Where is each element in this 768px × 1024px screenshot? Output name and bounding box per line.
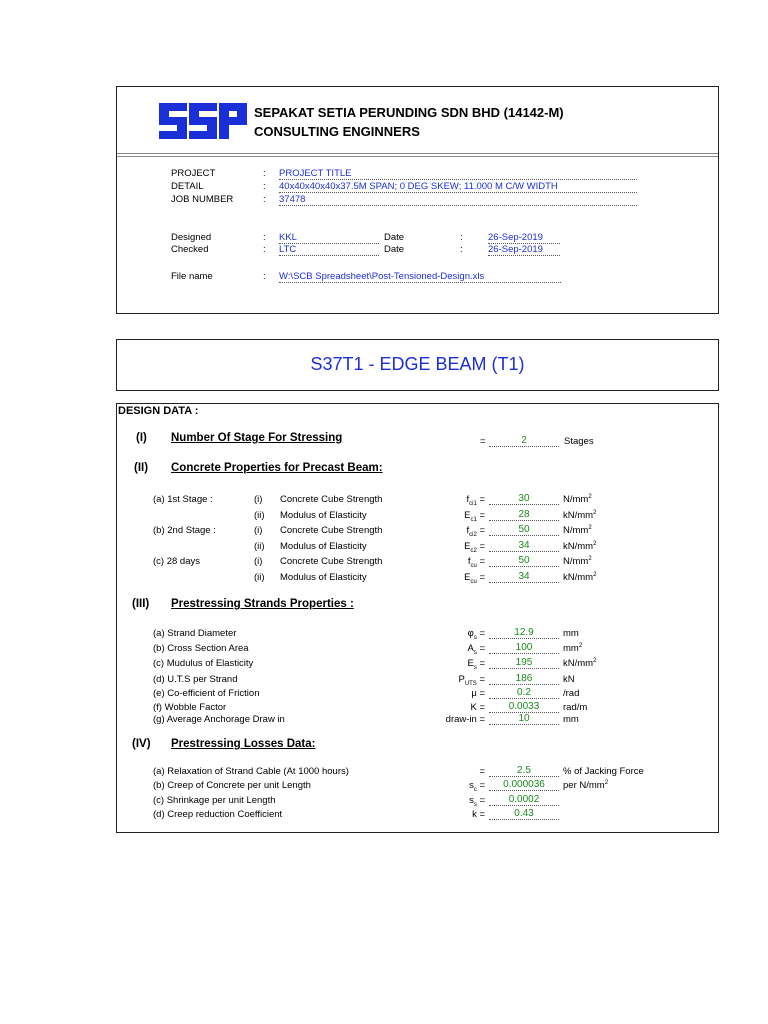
symbol-subscript: c2 <box>470 547 477 554</box>
symbol-subscript: ci2 <box>469 531 477 538</box>
symbol-main: draw-in <box>445 714 477 725</box>
row-unit <box>563 525 592 536</box>
symbol-eq: = <box>476 628 485 639</box>
row-description: (b) Cross Section Area <box>153 643 249 654</box>
company-subtitle: CONSULTING ENGINNERS <box>254 124 420 139</box>
row-value: 12.9 <box>489 627 559 639</box>
row-stage: (b) 2nd Stage : <box>153 525 216 536</box>
unit-superscript: 2 <box>588 525 592 531</box>
symbol-main: E <box>464 541 471 552</box>
designed-label: Designed <box>171 232 212 243</box>
symbol-eq: = <box>476 556 485 567</box>
symbol-subscript: s <box>473 634 477 641</box>
unit-text: kN <box>563 674 575 686</box>
row-description: (e) Co-efficient of Friction <box>153 688 260 699</box>
designed-colon: : <box>263 232 266 243</box>
row-symbol <box>469 795 485 808</box>
symbol-subscript: cu <box>470 578 477 585</box>
design-data-box <box>116 403 719 833</box>
row-unit <box>563 643 582 654</box>
symbol-main: K <box>470 702 477 713</box>
row-description: (f) Wobble Factor <box>153 702 227 713</box>
row-unit <box>563 688 579 699</box>
unit-superscript: 2 <box>578 643 583 649</box>
row-symbol <box>467 658 485 671</box>
row-value: 0.0033 <box>489 701 559 713</box>
unit-text: N/mm <box>563 494 589 506</box>
row-value: 50 <box>489 555 559 567</box>
row-value: 195 <box>489 657 559 669</box>
symbol-eq: = <box>476 572 485 583</box>
row-value: 34 <box>489 571 559 583</box>
symbol-main: E <box>464 510 471 521</box>
unit-superscript: 2 <box>593 658 597 664</box>
symbol-main: A <box>467 643 474 654</box>
detail-colon: : <box>263 181 266 192</box>
symbol-eq: = <box>479 766 485 777</box>
detail-label: DETAIL <box>171 181 204 192</box>
symbol-subscript: c1 <box>470 516 477 523</box>
date-designed-colon: : <box>460 232 463 243</box>
section-4-title: Prestressing Losses Data: <box>171 738 316 750</box>
symbol-eq: = <box>476 795 485 806</box>
row-unit <box>563 702 587 713</box>
project-value: PROJECT TITLE <box>279 168 637 180</box>
row-stage: (c) 28 days <box>153 556 200 567</box>
project-label: PROJECT <box>171 168 216 179</box>
unit-text: kN/mm <box>563 510 594 522</box>
row-description: (g) Average Anchorage Draw in <box>153 714 285 725</box>
row-symbol <box>464 572 485 585</box>
stages-value: 2 <box>489 435 559 447</box>
row-unit <box>563 556 592 567</box>
section-3-title: Prestressing Strands Properties : <box>171 598 354 610</box>
row-symbol <box>468 556 485 569</box>
unit-text: mm <box>563 714 579 726</box>
job-number-label: JOB NUMBER <box>171 194 234 205</box>
filename-label: File name <box>171 271 213 282</box>
company-name: SEPAKAT SETIA PERUNDING SDN BHD (14142-M) <box>254 105 564 120</box>
row-value: 28 <box>489 509 559 521</box>
row-symbol <box>468 628 485 641</box>
job-number-colon: : <box>263 194 266 205</box>
unit-superscript: 2 <box>593 510 597 516</box>
symbol-eq: = <box>476 643 485 654</box>
row-unit <box>563 494 592 505</box>
date-designed-value: 26-Sep-2019 <box>488 232 560 244</box>
row-description: (a) Strand Diameter <box>153 628 237 639</box>
row-unit <box>563 658 596 669</box>
row-symbol <box>464 541 485 554</box>
symbol-main: s <box>469 780 474 791</box>
row-unit <box>563 628 579 639</box>
row-value: 186 <box>489 673 559 685</box>
row-description: (a) Relaxation of Strand Cable (At 1000 hours) <box>153 766 349 777</box>
row-symbol <box>464 510 485 523</box>
symbol-eq: = <box>476 510 485 521</box>
row-sub-index: (i) <box>254 494 263 505</box>
row-sub-index: (i) <box>254 525 263 536</box>
row-symbol <box>470 702 485 715</box>
row-value: 0.0002 <box>489 794 559 806</box>
detail-value: 40x40x40x40x37.5M SPAN; 0 DEG SKEW; 11.000 M C/W WIDTH <box>279 181 637 193</box>
row-symbol <box>467 643 485 656</box>
row-symbol <box>467 525 486 538</box>
row-unit <box>563 541 596 552</box>
row-unit <box>563 674 575 685</box>
row-value: 10 <box>489 713 559 725</box>
symbol-main: P <box>458 674 465 685</box>
symbol-subscript: UTS <box>464 680 477 687</box>
row-description: Concrete Cube Strength <box>280 494 383 505</box>
row-unit <box>563 510 596 521</box>
row-description: (d) Creep reduction Coefficient <box>153 809 283 820</box>
job-number-value: 37478 <box>279 194 637 206</box>
row-description: (d) U.T.S per Strand <box>153 674 238 685</box>
section-2-title: Concrete Properties for Precast Beam: <box>171 462 383 474</box>
symbol-main: φ <box>467 628 474 639</box>
unit-superscript: 2 <box>593 541 597 547</box>
row-value: 34 <box>489 540 559 552</box>
symbol-eq: = <box>476 688 485 699</box>
unit-text: mm <box>563 628 579 640</box>
symbol-subscript: s <box>473 801 477 808</box>
row-unit <box>563 766 644 777</box>
symbol-main: E <box>464 572 471 583</box>
symbol-subscript: c <box>473 786 477 793</box>
symbol-eq: = <box>476 702 485 713</box>
row-value: 0.000036 <box>489 779 559 791</box>
row-description: Modulus of Elasticity <box>280 541 367 552</box>
row-sub-index: (ii) <box>254 572 265 583</box>
row-description: Concrete Cube Strength <box>280 525 383 536</box>
filename-value: W:\SCB Spreadsheet\Post-Tensioned-Design.xls <box>279 271 561 283</box>
symbol-main: f <box>467 556 471 567</box>
symbol-subscript: ci1 <box>469 500 477 507</box>
symbol-main: E <box>467 658 474 669</box>
row-value: 0.2 <box>489 687 559 699</box>
row-symbol <box>467 494 486 507</box>
symbol-eq: = <box>476 541 485 552</box>
company-logo-icon <box>155 101 251 143</box>
section-4-number: (IV) <box>132 738 151 750</box>
designed-value: KKL <box>279 232 379 244</box>
stages-unit: Stages <box>564 436 594 447</box>
section-3-number: (III) <box>132 598 150 610</box>
row-description: (c) Shrinkage per unit Length <box>153 795 276 806</box>
row-value: 100 <box>489 642 559 654</box>
unit-superscript: 2 <box>588 556 592 562</box>
page-title: S37T1 - EDGE BEAM (T1) <box>310 354 525 374</box>
row-description: (b) Creep of Concrete per unit Length <box>153 780 311 791</box>
row-description: Modulus of Elasticity <box>280 510 367 521</box>
row-symbol <box>446 714 485 727</box>
row-symbol <box>458 674 485 687</box>
project-colon: : <box>263 168 266 179</box>
row-sub-index: (ii) <box>254 510 265 521</box>
unit-text: mm <box>563 643 579 655</box>
title-box <box>116 339 719 391</box>
checked-label: Checked <box>171 244 209 255</box>
symbol-subscript: s <box>473 649 477 656</box>
row-stage: (a) 1st Stage : <box>153 494 213 505</box>
section-2-number: (II) <box>134 462 149 474</box>
section-1-eq: = <box>480 436 486 447</box>
header-divider <box>117 153 718 157</box>
symbol-main: f <box>466 525 470 536</box>
symbol-eq: = <box>476 674 485 685</box>
unit-text: /rad <box>563 688 580 700</box>
unit-text: per N/mm <box>563 780 605 792</box>
date-checked-value: 26-Sep-2019 <box>488 244 560 256</box>
checked-colon: : <box>263 244 266 255</box>
unit-text: % of Jacking Force <box>563 766 644 778</box>
symbol-eq: = <box>476 809 485 820</box>
filename-colon: : <box>263 271 266 282</box>
date-checked-label: Date <box>384 244 405 255</box>
row-symbol <box>469 780 485 793</box>
unit-superscript: 2 <box>588 494 592 500</box>
design-data-heading: DESIGN DATA : <box>118 405 199 417</box>
unit-text: kN/mm <box>563 658 594 670</box>
symbol-eq: = <box>476 525 485 536</box>
row-sub-index: (i) <box>254 556 263 567</box>
unit-text: rad/m <box>563 702 588 714</box>
unit-text: kN/mm <box>563 541 594 553</box>
symbol-main: μ <box>471 688 477 699</box>
symbol-eq: = <box>476 780 485 791</box>
unit-superscript: 2 <box>593 572 597 578</box>
row-description: Concrete Cube Strength <box>280 556 383 567</box>
row-value: 30 <box>489 493 559 505</box>
row-symbol <box>479 766 485 779</box>
unit-text: N/mm <box>563 525 589 537</box>
row-description: Modulus of Elasticity <box>280 572 367 583</box>
symbol-eq: = <box>476 494 485 505</box>
row-symbol <box>472 809 485 822</box>
unit-superscript: 2 <box>604 780 609 786</box>
symbol-main: f <box>466 494 470 505</box>
symbol-subscript: cu <box>470 562 477 569</box>
row-unit <box>563 572 596 583</box>
row-value: 2.5 <box>489 765 559 777</box>
unit-text: N/mm <box>563 556 589 568</box>
symbol-eq: = <box>476 714 485 725</box>
section-1-title: Number Of Stage For Stressing <box>171 432 343 444</box>
symbol-main: k <box>472 809 477 820</box>
row-symbol <box>471 688 485 701</box>
date-designed-label: Date <box>384 232 405 243</box>
row-description: (c) Mudulus of Elasticity <box>153 658 254 669</box>
symbol-main: s <box>469 795 474 806</box>
checked-value: LTC <box>279 244 379 256</box>
row-unit <box>563 714 579 725</box>
row-sub-index: (ii) <box>254 541 265 552</box>
date-checked-colon: : <box>460 244 463 255</box>
unit-text: kN/mm <box>563 572 594 584</box>
row-value: 0.43 <box>489 808 559 820</box>
symbol-subscript: s <box>473 664 477 671</box>
row-value: 50 <box>489 524 559 536</box>
row-unit <box>563 780 608 791</box>
section-1-number: (I) <box>136 432 147 444</box>
header-box <box>116 86 719 314</box>
symbol-eq: = <box>476 658 485 669</box>
